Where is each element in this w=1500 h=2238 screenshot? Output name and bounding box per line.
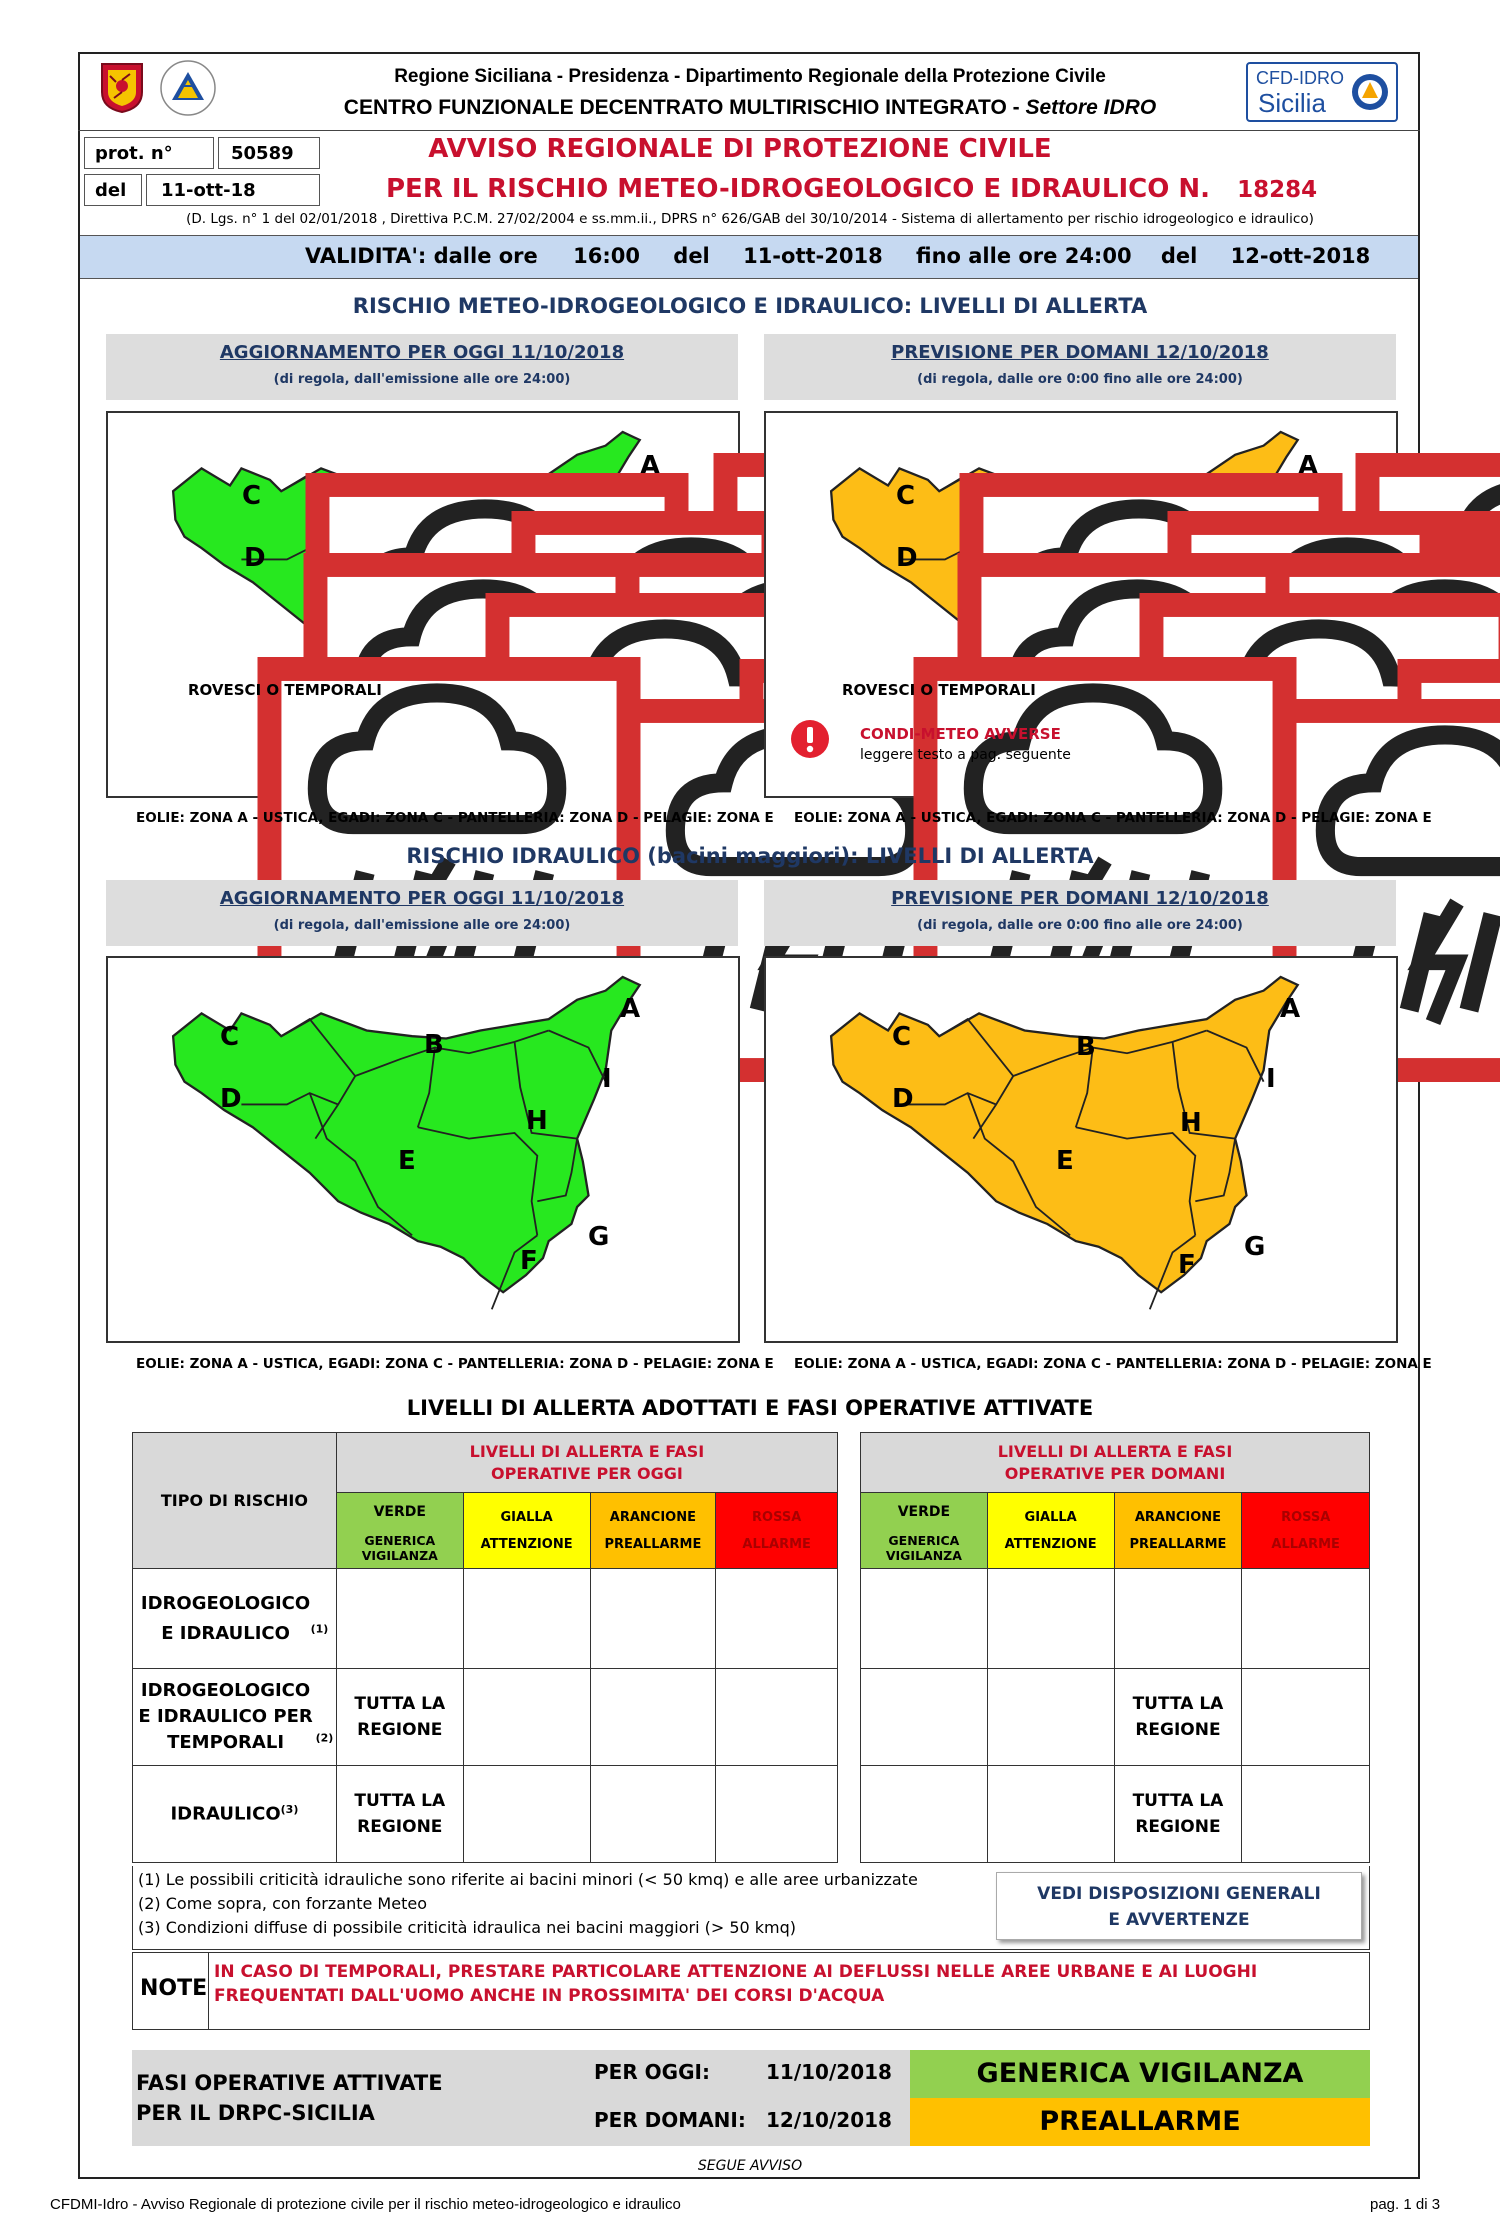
s2-left-header-band (106, 880, 738, 946)
row3-arancione-cell (1114, 1766, 1242, 1863)
del-value-box (146, 174, 320, 206)
attenzione-label: ATTENZIONE (480, 1536, 573, 1552)
domani-header: LIVELLI DI ALLERTA E FASI OPERATIVE PER DOMANI (997, 1441, 1233, 1483)
gialla-label: GIALLA (1024, 1509, 1077, 1525)
map-idraulico-today (106, 956, 740, 1343)
row2-arancione-cell (1114, 1669, 1242, 1766)
legal-references: (D. Lgs. n° 1 del 02/01/2018 , Direttiva P.C.M. 27/02/2004 e ss.mm.ii., DPRS n° 626/GAB del 30/10/2014 - Sistema di allertamento per rischio idrogeologico e idraulico) (186, 211, 1314, 227)
header-line2-settore: Settore IDRO (1025, 96, 1157, 119)
zone-d-label: D (244, 543, 266, 573)
zone-c-label: C (896, 481, 916, 511)
validity-label: VALIDITA': dalle ore (305, 244, 538, 268)
cfd-idro-logo-bottom: Sicilia (1258, 88, 1326, 118)
row2-label: IDROGEOLOGICO E IDRAULICO PER TEMPORALI (138, 1680, 313, 1753)
verde-label: VERDE (373, 1504, 426, 1521)
rossa-cell (716, 1493, 838, 1569)
prot-label: prot. n° (95, 143, 173, 164)
storm-legend-label: ROVESCI O TEMPORALI (842, 681, 1036, 699)
del-label: del (95, 180, 127, 201)
verde-cell (861, 1493, 988, 1529)
gialla-label: GIALLA (500, 1509, 553, 1525)
tutta-regione: TUTTA LA REGIONE (354, 1791, 446, 1837)
zone-c-label: C (892, 1022, 912, 1052)
rossa-label: ROSSA (1281, 1509, 1331, 1525)
table-title: LIVELLI DI ALLERTA ADOTTATI E FASI OPERATIVE ATTIVATE (406, 1396, 1094, 1420)
prot-value: 50589 (231, 143, 294, 164)
oggi-header: LIVELLI DI ALLERTA E FASI OPERATIVE PER OGGI (469, 1441, 705, 1483)
footer-right: pag. 1 di 3 (1370, 2196, 1441, 2213)
s1-right-islands: EOLIE: ZONA A - USTICA, EGADI: ZONA C - PANTELLERIA: ZONA D - PELAGIE: ZONA E (794, 810, 1432, 826)
zone-a-label: A (1280, 994, 1301, 1024)
s2-left-sub: (di regola, dall'emissione alle ore 24:00) (273, 918, 571, 933)
note-divider (208, 1952, 209, 2030)
map-meteo-today (106, 411, 740, 798)
levels-table-domani (860, 1432, 1370, 1863)
header-line1: Regione Siciliana - Presidenza - Dipartimento Regionale della Protezione Civile (394, 66, 1106, 87)
fasi-oggi-date: 11/10/2018 (766, 2060, 892, 2084)
allarme-label: ALLARME (742, 1536, 811, 1552)
cell (716, 1766, 838, 1863)
fasi-oggi-label: PER OGGI: (594, 2060, 710, 2084)
cfd-emblem-icon (1350, 72, 1390, 112)
cfd-idro-logo-top: CFD-IDRO (1256, 68, 1344, 88)
storm-legend-label: ROVESCI O TEMPORALI (188, 681, 382, 699)
note-label: NOTE (140, 1976, 208, 2001)
s2-left-header: AGGIORNAMENTO PER OGGI 11/10/2018 (219, 888, 625, 909)
title-line2 (386, 174, 1318, 204)
zone-a-label: A (1298, 451, 1319, 481)
zone-b-label: B (1076, 1032, 1096, 1062)
zone-b-label: B (424, 1030, 444, 1060)
zone-i-label: I (1266, 1064, 1276, 1094)
generica-cell (861, 1529, 988, 1569)
row1-label-cell (133, 1569, 337, 1669)
cell (590, 1569, 716, 1669)
title-line1: AVVISO REGIONALE DI PROTEZIONE CIVILE (428, 134, 1052, 164)
verde-label: VERDE (897, 1504, 951, 1521)
validity-until: fino alle ore 24:00 (916, 244, 1132, 268)
row1-sup: (1) (310, 1622, 329, 1636)
zone-e-label: E (1056, 1146, 1074, 1176)
row2-verde-cell (336, 1669, 463, 1766)
fasi-domani-date: 12/10/2018 (766, 2108, 892, 2132)
s2-right-sub: (di regola, dalle ore 0:00 fino alle ore 24:00) (917, 918, 1243, 933)
protezione-civile-logo (158, 58, 218, 118)
cell (463, 1766, 590, 1863)
s2-right-header: PREVISIONE PER DOMANI 12/10/2018 (891, 888, 1269, 909)
levels-table-oggi (132, 1432, 838, 1863)
map-idraulico-tomorrow (764, 956, 1398, 1343)
fasi-domani-value-text: PREALLARME (1039, 2106, 1241, 2137)
prot-label-box (84, 137, 214, 169)
arancione-cell (590, 1493, 716, 1569)
s1-right-header: PREVISIONE PER DOMANI 12/10/2018 (891, 342, 1269, 363)
zone-d-label: D (892, 1084, 914, 1114)
validity-start-time: 16:00 (573, 244, 640, 268)
cell (1242, 1766, 1370, 1863)
header-divider (78, 130, 1420, 131)
vedi-disposizioni-button[interactable] (996, 1872, 1362, 1940)
cell (336, 1569, 463, 1669)
del-value: 11-ott-18 (161, 180, 256, 201)
sicily-map-idraulico-today (108, 958, 738, 1341)
verde-cell (336, 1493, 463, 1529)
adverse-legend-sub: leggere testo a pag. seguente (860, 747, 1071, 763)
row1-label: IDROGEOLOGICO E IDRAULICO (140, 1592, 311, 1644)
del-label-box (84, 174, 142, 206)
section1-title: RISCHIO METEO-IDROGEOLOGICO E IDRAULICO: LIVELLI DI ALLERTA (352, 294, 1148, 318)
preallarme-label: PREALLARME (604, 1536, 702, 1552)
validity-del2: del (1160, 244, 1198, 268)
s2-left-islands: EOLIE: ZONA A - USTICA, EGADI: ZONA C - PANTELLERIA: ZONA D - PELAGIE: ZONA E (136, 1356, 774, 1372)
gialla-cell (463, 1493, 590, 1569)
generica-label: GENERICA VIGILANZA (885, 1533, 962, 1564)
zone-f-label: F (520, 1246, 538, 1276)
oggi-header-cell (336, 1433, 837, 1493)
row3-sup: (3) (280, 1803, 299, 1817)
fasi-domani-value (910, 2098, 1370, 2146)
s1-left-islands: EOLIE: ZONA A - USTICA, EGADI: ZONA C - PANTELLERIA: ZONA D - PELAGIE: ZONA E (136, 810, 774, 826)
cell (1114, 1569, 1242, 1669)
tutta-regione: TUTTA LA REGIONE (1132, 1791, 1224, 1837)
fasi-oggi-value-text: GENERICA VIGILANZA (976, 2058, 1304, 2089)
sicily-map-idraulico-tomorrow (766, 958, 1396, 1341)
zone-d-label: D (896, 543, 918, 573)
validity-end-date: 12-ott-2018 (1230, 244, 1371, 268)
cell (987, 1669, 1114, 1766)
zone-a-label: A (620, 994, 641, 1024)
arancione-label: ARANCIONE (1134, 1509, 1222, 1525)
cell (463, 1669, 590, 1766)
tipo-rischio-label: TIPO DI RISCHIO (160, 1491, 308, 1510)
preallarme-label: PREALLARME (1129, 1536, 1227, 1552)
footer-left: CFDMI-Idro - Avviso Regionale di protezione civile per il rischio meteo-idrogeologico e idraulico (50, 2196, 681, 2213)
header-line2-main: CENTRO FUNZIONALE DECENTRATO MULTIRISCHIO INTEGRATO - (343, 96, 1026, 119)
rossa-label: ROSSA (752, 1509, 802, 1525)
cell (861, 1766, 988, 1863)
zone-f-label: F (1178, 1250, 1196, 1280)
cell (987, 1766, 1114, 1863)
header-line2 (260, 96, 1240, 120)
sicily-shape (173, 977, 640, 1292)
row3-label: IDRAULICO (170, 1803, 281, 1825)
regione-logo (100, 62, 144, 114)
fasi-title: FASI OPERATIVE ATTIVATE PER IL DRPC-SICILIA (136, 2071, 443, 2125)
row2-sup: (2) (315, 1731, 334, 1745)
zone-a-label: A (640, 451, 661, 481)
validity-start-date: 11-ott-2018 (743, 244, 883, 268)
cell (1242, 1669, 1370, 1766)
cell (463, 1569, 590, 1669)
cell (987, 1569, 1114, 1669)
cell (716, 1569, 838, 1669)
generica-cell (336, 1529, 463, 1569)
cell (590, 1766, 716, 1863)
adverse-legend-title: CONDI-METEO AVVERSE (860, 725, 1061, 743)
title-number: 18284 (1237, 177, 1318, 203)
note-text: IN CASO DI TEMPORALI, PRESTARE PARTICOLARE ATTENZIONE AI DEFLUSSI NELLE AREE URBANE E AI LUOGHI FREQUENTATI DALL'UOMO ANCHE IN PROSSIMITA' DEI CORSI D'ACQUA (214, 1962, 1258, 2006)
row2-label-cell (133, 1669, 337, 1766)
footnote-1: (1) Le possibili criticità idrauliche sono riferite ai bacini minori (< 50 kmq) e alle aree urbanizzate (138, 1870, 918, 1889)
tutta-regione: TUTTA LA REGIONE (1132, 1694, 1224, 1740)
zone-e-label: E (398, 1146, 416, 1176)
validity-band (80, 235, 1418, 279)
zone-c-label: C (242, 481, 262, 511)
fasi-oggi-value (910, 2050, 1370, 2098)
zone-c-label: C (220, 1022, 240, 1052)
cell (716, 1669, 838, 1766)
tipo-rischio-header (133, 1433, 337, 1569)
arancione-label: ARANCIONE (609, 1509, 696, 1525)
cell (861, 1569, 988, 1669)
section2-title: RISCHIO IDRAULICO (bacini maggiori): LIVELLI DI ALLERTA (406, 844, 1094, 868)
zone-d-label: D (220, 1084, 242, 1114)
prot-value-box (218, 137, 320, 169)
cell (590, 1669, 716, 1766)
row3-label-cell (133, 1766, 337, 1863)
domani-header-cell (861, 1433, 1370, 1493)
allarme-label: ALLARME (1271, 1536, 1340, 1552)
map-meteo-tomorrow (764, 411, 1398, 798)
zone-g-label: G (588, 1222, 610, 1252)
cfd-idro-logo (1246, 62, 1398, 122)
zone-h-label: H (1180, 1108, 1202, 1138)
s2-right-header-band (764, 880, 1396, 946)
vedi-disposizioni-label: VEDI DISPOSIZIONI GENERALI E AVVERTENZE (1037, 1884, 1321, 1930)
footnote-3: (3) Condizioni diffuse di possibile criticità idraulica nei bacini maggiori (> 50 kmq) (138, 1918, 797, 1937)
s1-left-header-band (106, 334, 738, 400)
attenzione-label: ATTENZIONE (1004, 1536, 1097, 1552)
s1-left-header: AGGIORNAMENTO PER OGGI 11/10/2018 (219, 342, 625, 363)
rossa-cell (1242, 1493, 1370, 1569)
validity-text (305, 244, 1370, 268)
generica-label: GENERICA VIGILANZA (361, 1533, 438, 1564)
validity-del1: del (673, 244, 710, 268)
title-line2-text: PER IL RISCHIO METEO-IDROGEOLOGICO E IDRAULICO N. (386, 174, 1210, 204)
s1-right-header-band (764, 334, 1396, 400)
segue-avviso: SEGUE AVVISO (697, 2158, 803, 2174)
row3-verde-cell (336, 1766, 463, 1863)
zone-h-label: H (526, 1106, 548, 1136)
footnote-2: (2) Come sopra, con forzante Meteo (138, 1894, 427, 1913)
zone-i-label: I (602, 1064, 612, 1094)
fasi-domani-label: PER DOMANI: (594, 2108, 746, 2132)
gialla-cell (987, 1493, 1114, 1569)
zone-g-label: G (1244, 1232, 1266, 1262)
tutta-regione: TUTTA LA REGIONE (354, 1694, 446, 1740)
s2-right-islands: EOLIE: ZONA A - USTICA, EGADI: ZONA C - PANTELLERIA: ZONA D - PELAGIE: ZONA E (794, 1356, 1432, 1372)
s1-left-sub: (di regola, dall'emissione alle ore 24:00) (273, 372, 571, 387)
s1-right-sub: (di regola, dalle ore 0:00 fino alle ore 24:00) (917, 372, 1243, 387)
cell (1242, 1569, 1370, 1669)
cell (861, 1669, 988, 1766)
arancione-cell (1114, 1493, 1242, 1569)
